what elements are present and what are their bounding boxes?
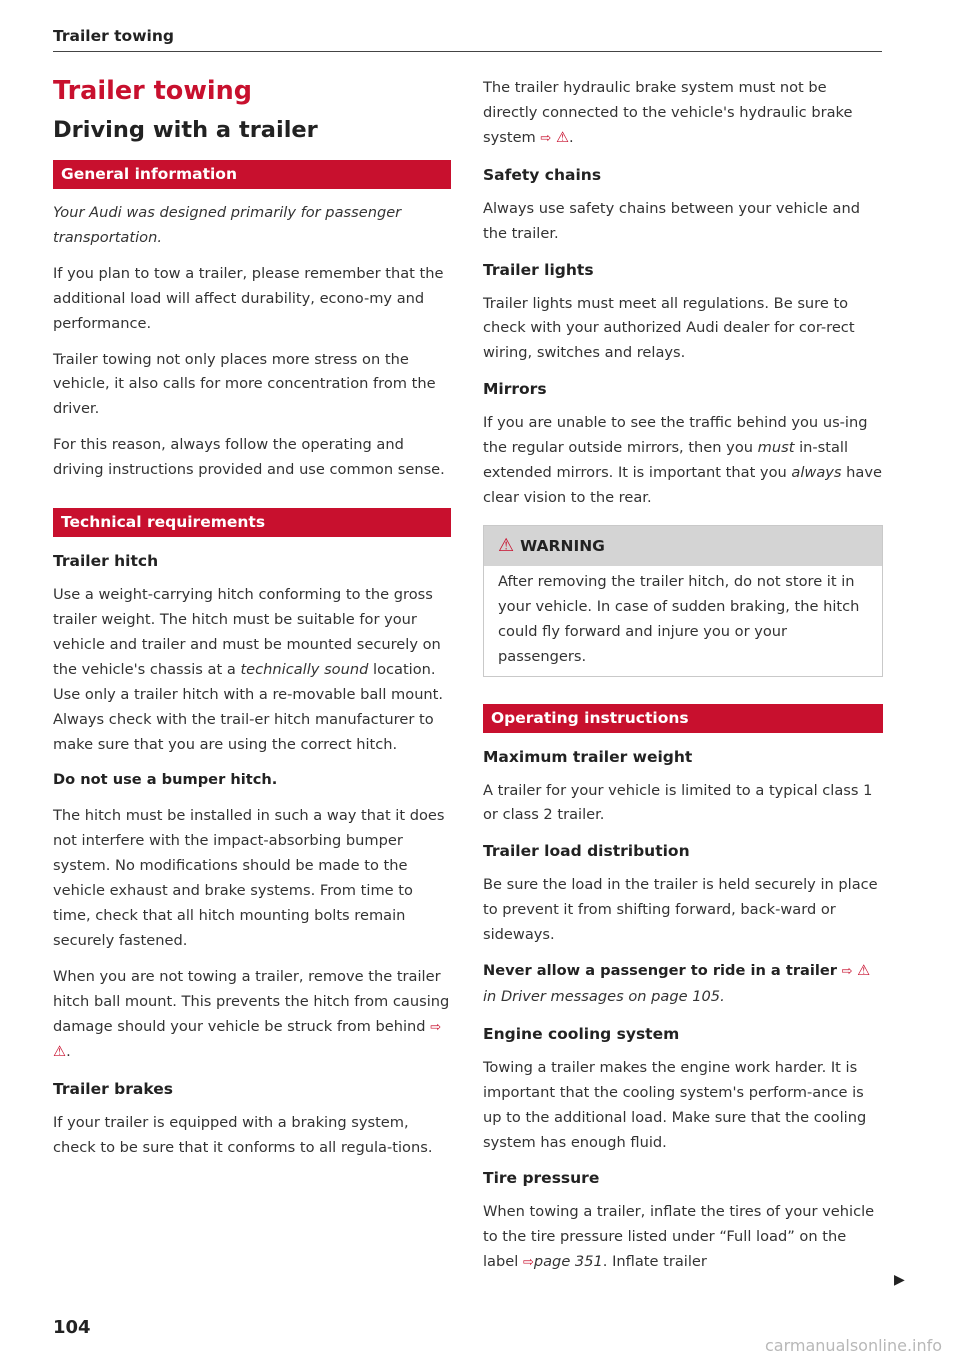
right-column <box>483 76 883 1287</box>
passenger-warning-ref <box>483 959 883 1010</box>
mirrors-emphasis-always: always <box>791 464 842 482</box>
warning-ref-icon[interactable]: ⚠ <box>53 1043 67 1061</box>
paragraph-tire <box>483 1200 883 1276</box>
paragraph-hydraulic: The trailer hydraulic brake system must not be directly connected to the vehicle's hydraulic brake system ⇨ ⚠. <box>483 79 853 146</box>
hydraulic-text: The trailer hydraulic brake system must not be directly connected to the vehicle's hydraulic brake system <box>483 79 853 146</box>
heading-trailer-brakes: Trailer brakes <box>53 1080 173 1099</box>
ref-arrow-icon[interactable]: ⇨ <box>540 130 552 146</box>
heading-max-trailer-weight: Maximum trailer weight <box>483 747 693 766</box>
paragraph-max-weight: A trailer for your vehicle is limited to a typical class 1 or class 2 trailer. <box>483 781 873 824</box>
section-general-information: General information <box>53 160 451 189</box>
page-351-link[interactable]: page 351 <box>533 1253 603 1271</box>
heading-trailer-hitch: Trailer hitch <box>53 552 159 571</box>
warning-ref-icon[interactable]: ⚠ <box>555 128 570 146</box>
bumper-hitch-notice: Do not use a bumper hitch. <box>53 771 278 789</box>
heading-safety-chains: Safety chains <box>483 165 602 184</box>
warning-icon: ⚠ <box>498 534 515 556</box>
paragraph-hitch <box>53 583 451 757</box>
hitch-text-emphasis: technically sound <box>240 660 369 678</box>
warning-ref-icon[interactable]: ⚠ <box>857 962 871 980</box>
paragraph-concentration: Trailer towing not only places more stress on the vehicle, it also calls for more concentration from the driver. <box>53 350 436 418</box>
page-subtitle: Driving with a trailer <box>53 117 318 143</box>
intro-text: Your Audi was designed primarily for passenger transportation. <box>53 204 402 246</box>
hitch-text-a: Use a weight-carrying hitch conforming to the gross trailer weight. The hitch must be suitable for your vehicle and trailer and must be mounted securely on the vehicle's chassis at a <box>53 586 441 678</box>
heading-mirrors: Mirrors <box>483 380 547 399</box>
paragraph-cooling: Towing a trailer makes the engine work harder. It is important that the cooling system's perform-ance is up to the additional load. Make sure that the cooling system has enough fluid. <box>483 1058 867 1151</box>
hitch-text-b: location. Use only a trailer hitch with a re-movable ball mount. Always check with the trail-er hitch manufacturer to make sure that you are using the correct hitch. <box>53 660 444 753</box>
never-allow-text: Never allow a passenger to ride in a trailer <box>483 962 837 980</box>
page-number: 104 <box>53 1317 91 1338</box>
warning-header <box>484 526 882 566</box>
paragraph-durability: If you plan to tow a trailer, please remember that the additional load will affect durability, econo-my and performance. <box>53 264 444 332</box>
paragraph-remove-ball-mount: When you are not towing a trailer, remove the trailer hitch ball mount. This prevents the hitch from causing damage should your vehicle be struck from behind ⇨ ⚠. <box>53 967 450 1061</box>
watermark: carmanualsonline.info <box>765 1336 943 1355</box>
section-technical-requirements: Technical requirements <box>53 508 451 537</box>
paragraph-common-sense: For this reason, always follow the operating and driving instructions provided and use common sense. <box>53 436 445 479</box>
heading-trailer-lights: Trailer lights <box>483 260 594 279</box>
continue-arrow-icon: ▶ <box>894 1272 905 1288</box>
paragraph-load: Be sure the load in the trailer is held securely in place to prevent it from shifting forward, back-ward or sideways. <box>483 876 878 944</box>
heading-tire-pressure: Tire pressure <box>483 1169 600 1188</box>
warning-body <box>484 566 882 676</box>
ref-arrow-icon[interactable]: ⇨ <box>841 964 853 980</box>
tire-text-a: When towing a trailer, inflate the tires of your vehicle to the tire pressure listed under “Full load” on the label <box>483 1203 875 1271</box>
header-divider <box>53 51 882 52</box>
warning-title: WARNING <box>520 536 605 555</box>
tire-text-b: . Inflate trailer <box>602 1253 707 1271</box>
heading-load-distribution: Trailer load distribution <box>483 842 690 861</box>
paragraph-lights: Trailer lights must meet all regulations. Be sure to check with your authorized Audi dealer for cor-rect wiring, switches and relays. <box>483 294 855 362</box>
ref-arrow-icon[interactable]: ⇨ <box>522 1255 534 1271</box>
warning-text: After removing the trailer hitch, do not store it in your vehicle. In case of sudden braking, the hitch could fly forward and injure you or your passengers. <box>498 572 860 665</box>
ref-arrow-icon[interactable]: ⇨ <box>430 1019 442 1035</box>
running-header: Trailer towing <box>53 27 174 45</box>
section-operating-instructions: Operating instructions <box>483 704 883 733</box>
left-column <box>53 72 451 1172</box>
mirrors-text-a: If you are unable to see the traffic behind you us-ing the regular outside mirrors, then you <box>483 414 868 457</box>
mirrors-text-c: have clear vision to the rear. <box>483 464 882 506</box>
paragraph-install: The hitch must be installed in such a way that it does not interfere with the impact-absorbing bumper system. No modifications should be made to the vehicle exhaust and brake systems. From time to time, check that all hitch mounting bolts remain securely fastened. <box>53 807 445 949</box>
mirrors-emphasis-must: must <box>757 439 795 457</box>
paragraph-brakes: If your trailer is equipped with a braking system, check to be sure that it conforms to all regula-tions. <box>53 1114 433 1157</box>
remove-text: When you are not towing a trailer, remove the trailer hitch ball mount. This prevents the hitch from causing damage should your vehicle be struck from behind <box>53 967 450 1035</box>
mirrors-text-b: in-stall extended mirrors. It is important that you <box>483 439 849 482</box>
page-title: Trailer towing <box>53 76 253 106</box>
driver-messages-link[interactable]: in Driver messages on page 105. <box>483 987 725 1005</box>
paragraph-chains: Always use safety chains between your vehicle and the trailer. <box>483 199 860 242</box>
paragraph-mirrors <box>483 411 883 511</box>
heading-engine-cooling: Engine cooling system <box>483 1024 680 1043</box>
warning-box <box>483 525 883 677</box>
